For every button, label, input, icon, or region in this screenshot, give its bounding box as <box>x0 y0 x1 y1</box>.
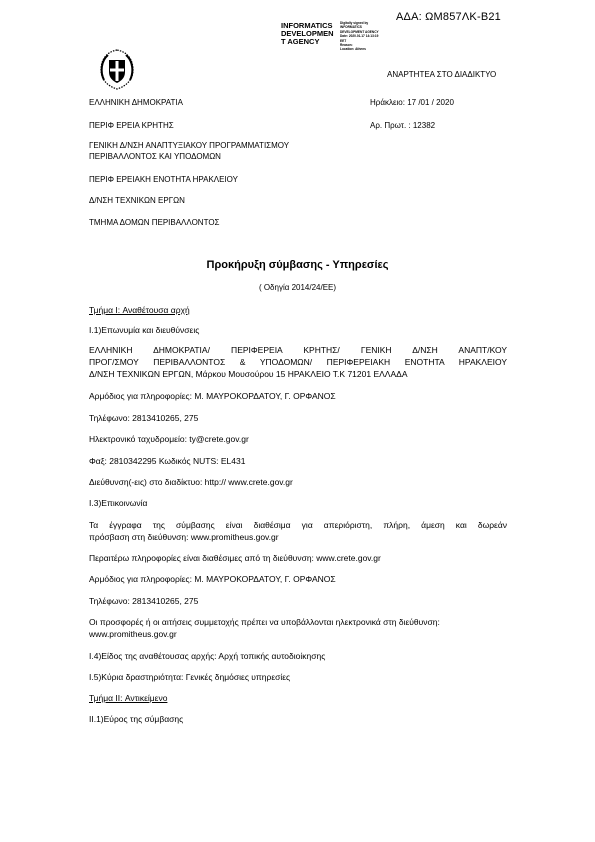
greek-emblem-icon <box>94 46 140 92</box>
section-1-5: I.5)Κύρια δραστηριότητα: Γενικές δημόσιες υπηρεσίες <box>89 672 291 682</box>
section-2-heading: Τμήμα II: Αντικείμενο <box>89 693 168 703</box>
contact-persons: Αρμόδιος για πληροφορίες: Μ. ΜΑΥΡΟΚΟΡΔΑΤΟΥ, Γ. ΟΡΦΑΝΟΣ <box>89 391 336 401</box>
tech-works-directorate: Δ/ΝΣΗ ΤΕΧΝΙΚΩΝ ΕΡΓΩΝ <box>89 196 185 205</box>
more-info-address: Περαιτέρω πληροφορίες είναι διαθέσιμες από τη διεύθυνση: www.crete.gov.gr <box>89 553 381 563</box>
publish-note: ΑΝΑΡΤΗΤΕΑ ΣΤΟ ΔΙΑΔΙΚΤΥΟ <box>387 70 497 79</box>
ida-signature-details: Digitally signed by INFORMATICS DEVELOPMENT AGENCY Date: 2020.01.17 14:13:19 EET Reason: Location: Athens <box>340 21 379 52</box>
email-address: Ηλεκτρονικό ταχυδρομείο: ty@crete.gov.gr <box>89 434 249 444</box>
republic-label: ΕΛΛΗΝΙΚΗ ΔΗΜΟΚΡΑΤΙΑ <box>89 98 183 107</box>
documents-availability: Τα έγγραφα της σύμβασης είναι διαθέσιμα για απεριόριστη, πλήρη, άμεση και δωρεάν πρόσβαση στη διεύθυνση: www.promitheus.gov.gr <box>89 520 507 542</box>
place-date: Ηράκλειο: 17 /01 / 2020 <box>370 98 454 107</box>
section-2-1-title: II.1)Εύρος της σύμβασης <box>89 714 184 724</box>
directorate-line-1: ΓΕΝΙΚΗ Δ/ΝΣΗ ΑΝΑΠΤΥΞΙΑΚΟΥ ΠΡΟΓΡΑΜΜΑΤΙΣΜΟΥ <box>89 141 290 150</box>
fax-nuts: Φαξ: 2810342295 Κωδικός NUTS: EL431 <box>89 456 246 466</box>
ida-stamp-text: INFORMATICS DEVELOPMEN T AGENCY <box>281 21 334 46</box>
section-1-1-title: I.1)Επωνυμία και διευθύνσεις <box>89 325 200 335</box>
contact-persons-2: Αρμόδιος για πληροφορίες: Μ. ΜΑΥΡΟΚΟΡΔΑΤΟΥ, Γ. ΟΡΦΑΝΟΣ <box>89 574 336 584</box>
offers-submission: Οι προσφορές ή οι αιτήσεις συμμετοχής πρέπει να υποβάλλονται ηλεκτρονικά στη διεύθυνση: www.promitheus.gov.gr <box>89 617 440 639</box>
department-label: ΤΜΗΜΑ ΔΟΜΩΝ ΠΕΡΙΒΑΛΛΟΝΤΟΣ <box>89 218 220 227</box>
section-1-4: I.4)Είδος της αναθέτουσας αρχής: Αρχή τοπικής αυτοδιοίκησης <box>89 651 326 661</box>
region-label: ΠΕΡΙΦ ΕΡΕΙΑ ΚΡΗΤΗΣ <box>89 121 174 130</box>
website-url: Διεύθυνση(-εις) στο διαδίκτυο: http:// www.crete.gov.gr <box>89 477 293 487</box>
phone-number-2: Τηλέφωνο: 2813410265, 275 <box>89 596 199 606</box>
ada-code: ΑΔΑ: ΩΜ857ΛΚ-Β21 <box>396 11 501 23</box>
document-title: Προκήρυξη σύμβασης - Υπηρεσίες <box>206 259 389 271</box>
protocol-number: Αρ. Πρωτ. : 12382 <box>370 121 436 130</box>
phone-number: Τηλέφωνο: 2813410265, 275 <box>89 413 199 423</box>
section-1-3-title: I.3)Επικοινωνία <box>89 498 148 508</box>
authority-address: ΕΛΛΗΝΙΚΗ ΔΗΜΟΚΡΑΤΙΑ/ ΠΕΡΙΦΕΡΕΙΑ ΚΡΗΤΗΣ/ ΓΕΝΙΚΗ Δ/ΝΣΗ ΑΝΑΠΤ/ΚΟΥ ΠΡΟΓ/ΣΜΟΥ ΠΕΡΙΒΑΛΛΟΝΤΟΣ & ΥΠΟΔΟΜΩΝ/ ΠΕΡΙΦΕΡΕΙΑΚΗ ΕΝΟΤΗΤΑ ΗΡΑΚΛΕΙΟΥ Δ/ΝΣΗ ΤΕΧΝΙΚΩΝ ΕΡΓΩΝ, Μάρκου Μουσούρου 15 ΗΡΑΚΛΕΙΟ Τ.Κ 71201 ΕΛΛΑΔΑ <box>89 345 507 379</box>
directorate-line-2: ΠΕΡΙΒΑΛΛΟΝΤΟΣ ΚΑΙ ΥΠΟΔΟΜΩΝ <box>89 152 221 161</box>
section-1-heading: Τμήμα I: Αναθέτουσα αρχή <box>89 305 190 315</box>
regional-unit: ΠΕΡΙΦ ΕΡΕΙΑΚΗ ΕΝΟΤΗΤΑ ΗΡΑΚΛΕΙΟΥ <box>89 175 238 184</box>
directive-reference: ( Οδηγία 2014/24/ΕΕ) <box>258 283 337 292</box>
